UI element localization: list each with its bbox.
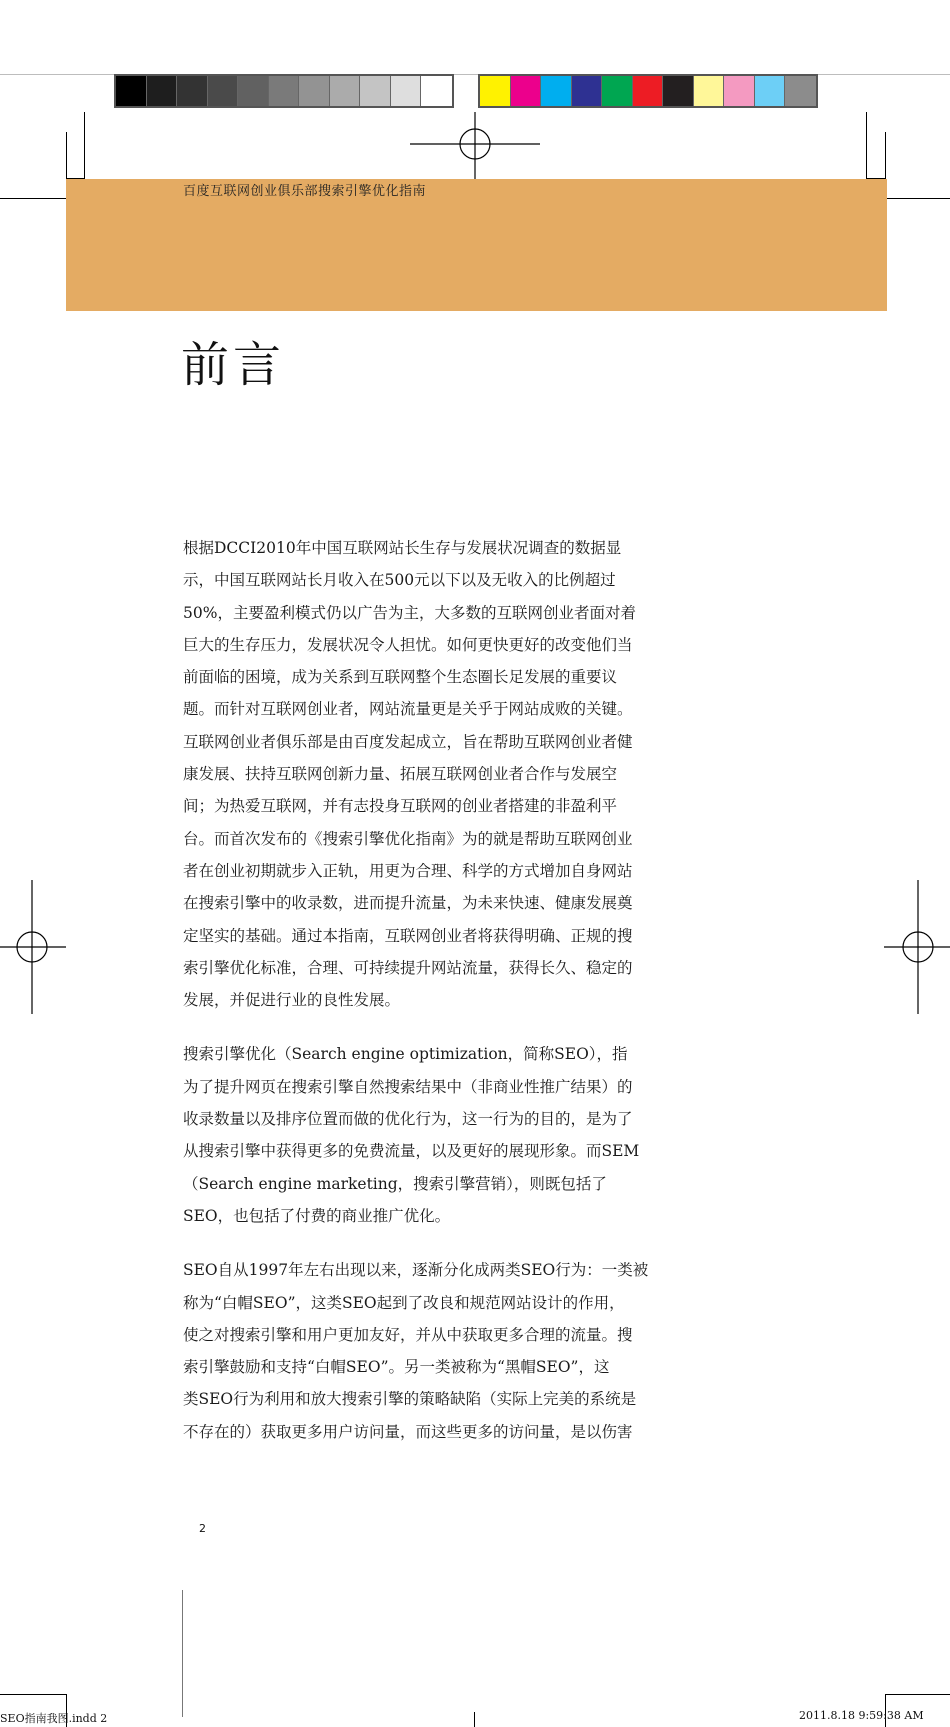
gray-swatch <box>208 76 239 106</box>
registration-mark-top <box>410 112 540 182</box>
color-swatch <box>572 76 603 106</box>
text-line: 示，中国互联网站长月收入在500元以下以及无收入的比例超过 <box>183 571 616 590</box>
slug-file-name: SEO指南我图.indd 2 <box>0 1712 108 1725</box>
process-color-bar <box>478 74 818 108</box>
crop-mark-bottom-center <box>474 1712 475 1727</box>
text-line: 根据DCCI2010年中国互联网站长生存与发展状况调查的数据显 <box>183 539 622 557</box>
gray-swatch <box>299 76 330 106</box>
text-line: （Search engine marketing，搜索引擎营销），则既包括了 <box>183 1174 607 1193</box>
gray-swatch <box>360 76 391 106</box>
text-line: 在搜索引擎中的收录数，进而提升流量，为未来快速、健康发展奠 <box>183 894 633 913</box>
registration-mark-left <box>0 880 66 1014</box>
text-line: 不存在的）获取更多用户访问量，而这些更多的访问量，是以伤害 <box>183 1422 633 1441</box>
gray-swatch <box>147 76 178 106</box>
text-line: 题。而针对互联网创业者，网站流量更是关乎于网站成败的关键。 <box>183 700 633 719</box>
text-line: SEO自从1997年左右出现以来，逐渐分化成两类SEO行为：一类被 <box>183 1261 649 1280</box>
gray-swatch <box>177 76 208 106</box>
text-line: 称为“白帽SEO”，这类SEO起到了改良和规范网站设计的作用， <box>183 1293 625 1312</box>
page-title: 前言 <box>181 337 286 393</box>
text-line: 间；为热爱互联网，并有志投身互联网的创业者搭建的非盈利平 <box>183 797 618 816</box>
text-line: 发展，并促进行业的良性发展。 <box>183 991 401 1010</box>
text-line: 50%，主要盈利模式仍以广告为主，大多数的互联网创业者面对着 <box>183 603 636 622</box>
color-swatch <box>755 76 786 106</box>
paragraph-seo-definition <box>183 1038 649 1232</box>
color-swatch <box>663 76 694 106</box>
text-line: 收录数量以及排序位置而做的优化行为，这一行为的目的，是为了 <box>183 1110 633 1129</box>
text-line: 索引擎优化标准，合理、可持续提升网站流量，获得长久、稳定的 <box>183 958 633 977</box>
slug-timestamp: 2011.8.18 9:59:38 AM <box>799 1709 924 1722</box>
gray-swatch <box>421 76 452 106</box>
text-line: 搜索引擎优化（Search engine optimization，简称SEO），指 <box>183 1045 628 1064</box>
page-number: 2 <box>199 1522 206 1535</box>
text-line: 互联网创业者俱乐部是由百度发起成立，旨在帮助互联网创业者健 <box>183 732 633 751</box>
registration-mark-right <box>884 880 950 1014</box>
color-swatch <box>694 76 725 106</box>
color-swatch <box>541 76 572 106</box>
gray-swatch <box>269 76 300 106</box>
gray-swatch <box>391 76 422 106</box>
color-swatch <box>511 76 542 106</box>
text-line: 索引擎鼓励和支持“白帽SEO”。另一类被称为“黑帽SEO”，这 <box>183 1358 610 1377</box>
text-line: 类SEO行为利用和放大搜索引擎的策略缺陷（实际上完美的系统是 <box>183 1390 637 1409</box>
text-line: 台。而首次发布的《搜索引擎优化指南》为的就是帮助互联网创业 <box>183 829 633 848</box>
color-swatch <box>602 76 633 106</box>
text-line: 康发展、扶持互联网创新力量、拓展互联网创业者合作与发展空 <box>183 765 618 784</box>
text-line: 前面临的困境，成为关系到互联网整个生态圈长足发展的重要议 <box>183 668 618 687</box>
color-swatch <box>633 76 664 106</box>
paragraph-intro <box>183 532 649 1016</box>
text-line: SEO，也包括了付费的商业推广优化。 <box>183 1206 451 1225</box>
text-line: 者在创业初期就步入正轨，用更为合理、科学的方式增加自身网站 <box>183 861 633 880</box>
paragraph-seo-history <box>183 1254 649 1448</box>
text-line: 为了提升网页在搜索引擎自然搜索结果中（非商业性推广结果）的 <box>183 1077 633 1096</box>
text-line: 巨大的生存压力，发展状况令人担忧。如何更快更好的改变他们当 <box>183 635 633 654</box>
color-swatch <box>724 76 755 106</box>
grayscale-color-bar <box>114 74 454 108</box>
body-text <box>183 532 649 1470</box>
text-line: 使之对搜索引擎和用户更加友好，并从中获取更多合理的流量。搜 <box>183 1325 633 1344</box>
gray-swatch <box>116 76 147 106</box>
text-line: 从搜索引擎中获得更多的免费流量，以及更好的展现形象。而SEM <box>183 1142 640 1161</box>
gray-swatch <box>238 76 269 106</box>
color-swatch <box>785 76 816 106</box>
running-title: 百度互联网创业俱乐部搜索引擎优化指南 <box>183 184 427 199</box>
text-line: 定坚实的基础。通过本指南，互联网创业者将获得明确、正规的搜 <box>183 926 633 945</box>
color-swatch <box>480 76 511 106</box>
gray-swatch <box>330 76 361 106</box>
